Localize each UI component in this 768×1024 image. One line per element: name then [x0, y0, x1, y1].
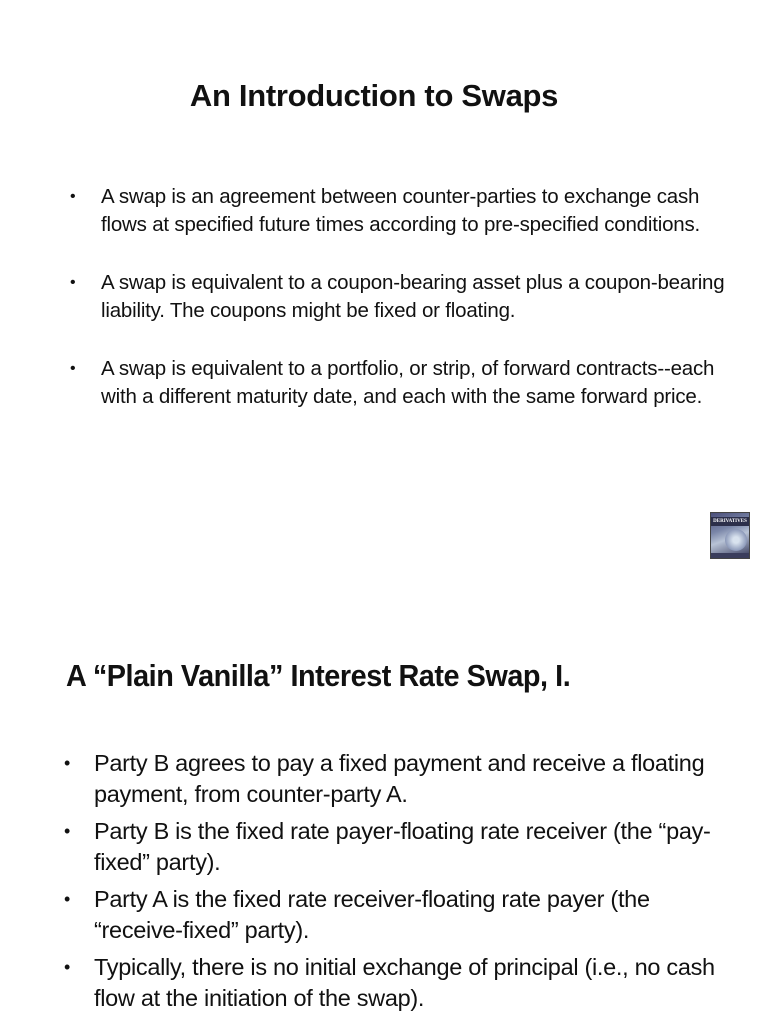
- bullet-text: Party A is the fixed rate receiver-floating rate payer (the “receive-fixed” party).: [94, 886, 650, 943]
- bullet-icon: •: [70, 274, 76, 291]
- slide-title: A “Plain Vanilla” Interest Rate Swap, I.: [66, 658, 571, 693]
- bullet-icon: •: [70, 188, 76, 205]
- bullet-text: Party B agrees to pay a fixed payment and receive a floating payment, from counter-party A.: [94, 750, 705, 807]
- list-item: [64, 952, 744, 1014]
- bullet-text: A swap is an agreement between counter-parties to exchange cash flows at specified future times according to pre-specified conditions.: [101, 185, 701, 236]
- book-title: DERIVATIVES: [713, 519, 747, 524]
- bullet-text: A swap is equivalent to a coupon-bearing asset plus a coupon-bearing liability. The coupons might be fixed or floating.: [101, 271, 725, 322]
- slide-plain-vanilla-swap: [0, 590, 768, 1024]
- bullet-text: Party B is the fixed rate payer-floating rate receiver (the “pay-fixed” party).: [94, 818, 711, 875]
- bullet-text: Typically, there is no initial exchange of principal (i.e., no cash flow at the initiation of the swap).: [94, 954, 715, 1011]
- list-item: [70, 355, 730, 410]
- bullet-list: [70, 183, 730, 441]
- list-item: [70, 269, 730, 324]
- list-item: [64, 884, 744, 946]
- bullet-icon: •: [64, 821, 71, 841]
- list-item: [64, 748, 744, 810]
- bullet-icon: •: [64, 889, 71, 909]
- bullet-text: A swap is equivalent to a portfolio, or strip, of forward contracts--each with a different maturity date, and each with the same forward price.: [101, 357, 715, 408]
- list-item: [64, 816, 744, 878]
- bullet-icon: •: [64, 957, 71, 977]
- bullet-list: [64, 748, 744, 1020]
- bullet-icon: •: [64, 753, 71, 773]
- slide-title: An Introduction to Swaps: [189, 78, 559, 113]
- list-item: [70, 183, 730, 238]
- bullet-icon: •: [70, 360, 76, 377]
- book-cover-icon: [710, 512, 750, 559]
